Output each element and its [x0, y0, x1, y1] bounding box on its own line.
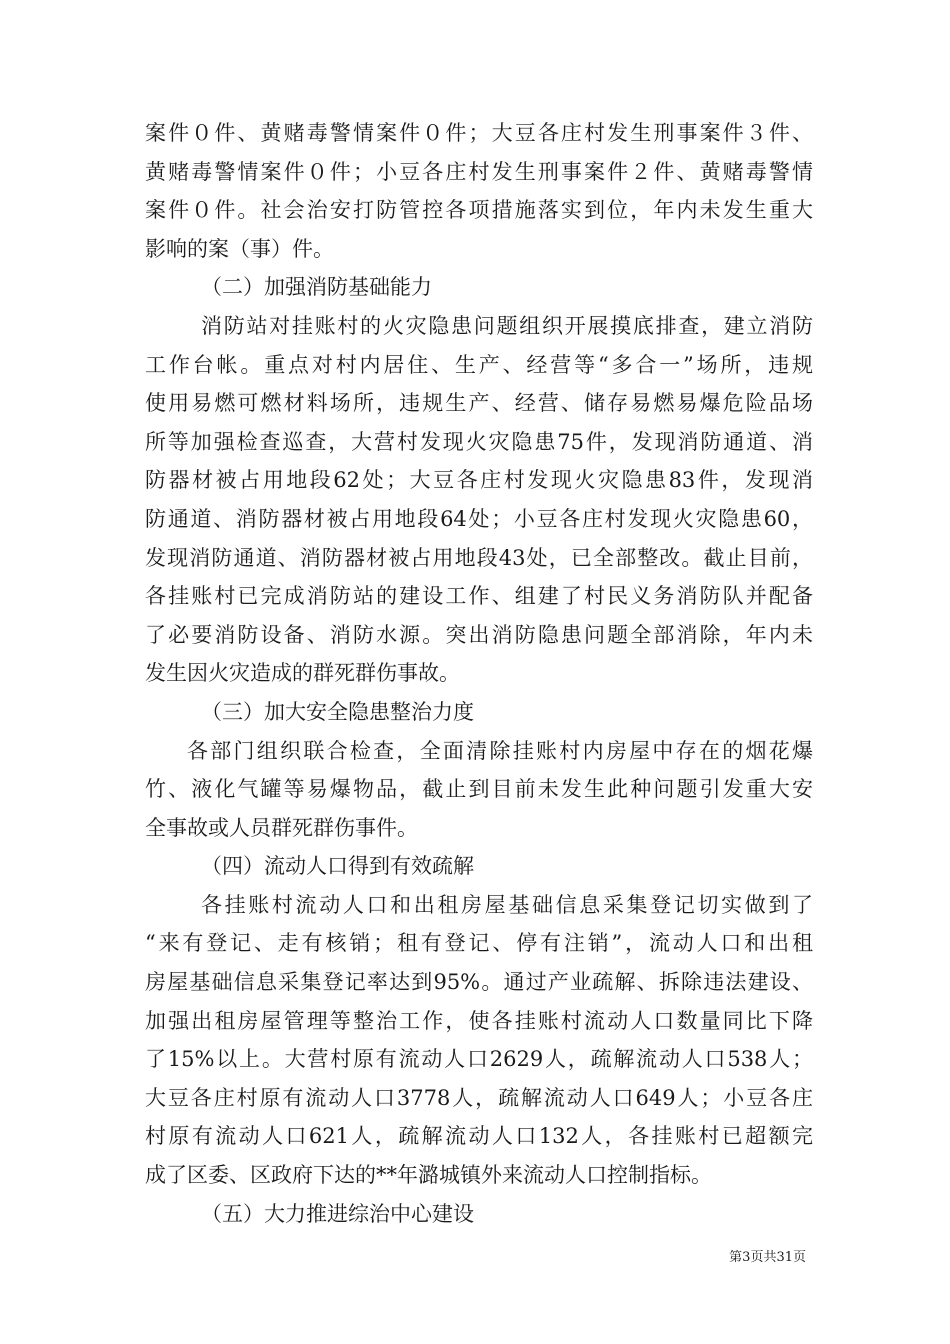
- body-line: 使用易燃可燃材料场所，违规生产、经营、储存易燃易爆危险品场: [145, 391, 813, 416]
- body-line: 防器材被占用地段62处；大豆各庄村发现火灾隐患83件，发现消: [145, 468, 813, 493]
- body-line: 消防站对挂账村的火灾隐患问题组织开展摸底排查，建立消防: [201, 313, 813, 338]
- body-line: 全事故或人员群死群伤事件。: [145, 815, 418, 840]
- document-body: [145, 114, 813, 1233]
- body-line: 大豆各庄村原有流动人口3778人，疏解流动人口649人；小豆各庄: [145, 1085, 813, 1110]
- body-line: 影响的案（事）件。: [145, 236, 334, 261]
- section-heading-2: （二）加强消防基础能力: [201, 275, 432, 300]
- body-line: 各挂账村流动人口和出租房屋基础信息采集登记切实做到了: [201, 892, 813, 917]
- body-line: 发现消防通道、消防器材被占用地段43处，已全部整改。截止目前，: [145, 545, 813, 570]
- body-line: 加强出租房屋管理等整治工作，使各挂账村流动人口数量同比下降: [145, 1008, 813, 1033]
- body-line: “来有登记、走有核销；租有登记、停有注销”，流动人口和出租: [145, 931, 813, 956]
- body-line: 工作台帐。重点对村内居住、生产、经营等“多合一”场所，违规: [145, 352, 813, 377]
- body-line: 黄赌毒警情案件０件；小豆各庄村发生刑事案件２件、黄赌毒警情: [145, 159, 813, 184]
- body-line: 了15%以上。大营村原有流动人口2629人，疏解流动人口538人；: [145, 1047, 813, 1072]
- body-line: 案件０件、黄赌毒警情案件０件；大豆各庄村发生刑事案件３件、: [145, 121, 813, 145]
- section-heading-3: （三）加大安全隐患整治力度: [201, 699, 474, 724]
- body-line: 了必要消防设备、消防水源。突出消防隐患问题全部消除，年内未: [145, 622, 813, 647]
- section-heading-5: （五）大力推进综治中心建设: [201, 1201, 474, 1226]
- body-line: 房屋基础信息采集登记率达到95%。通过产业疏解、拆除违法建设、: [145, 970, 813, 995]
- page-number: 第3页共31页: [729, 1250, 806, 1265]
- body-line: 各部门组织联合检查，全面清除挂账村内房屋中存在的烟花爆: [187, 738, 813, 763]
- body-line: 所等加强检查巡查，大营村发现火灾隐患75件，发现消防通道、消: [145, 429, 813, 454]
- body-line: 竹、液化气罐等易爆物品，截止到目前未发生此种问题引发重大安: [145, 777, 813, 802]
- body-line: 防通道、消防器材被占用地段64处；小豆各庄村发现火灾隐患60，: [145, 506, 813, 531]
- body-line: 各挂账村已完成消防站的建设工作、组建了村民义务消防队并配备: [145, 584, 813, 609]
- section-heading-4: （四）流动人口得到有效疏解: [201, 854, 474, 879]
- body-line: 村原有流动人口621人，疏解流动人口132人，各挂账村已超额完: [145, 1124, 813, 1149]
- body-line: 成了区委、区政府下达的**年潞城镇外来流动人口控制指标。: [145, 1163, 712, 1188]
- body-line: 发生因火灾造成的群死群伤事故。: [145, 661, 460, 686]
- body-line: 案件０件。社会治安打防管控各项措施落实到位，年内未发生重大: [145, 198, 813, 223]
